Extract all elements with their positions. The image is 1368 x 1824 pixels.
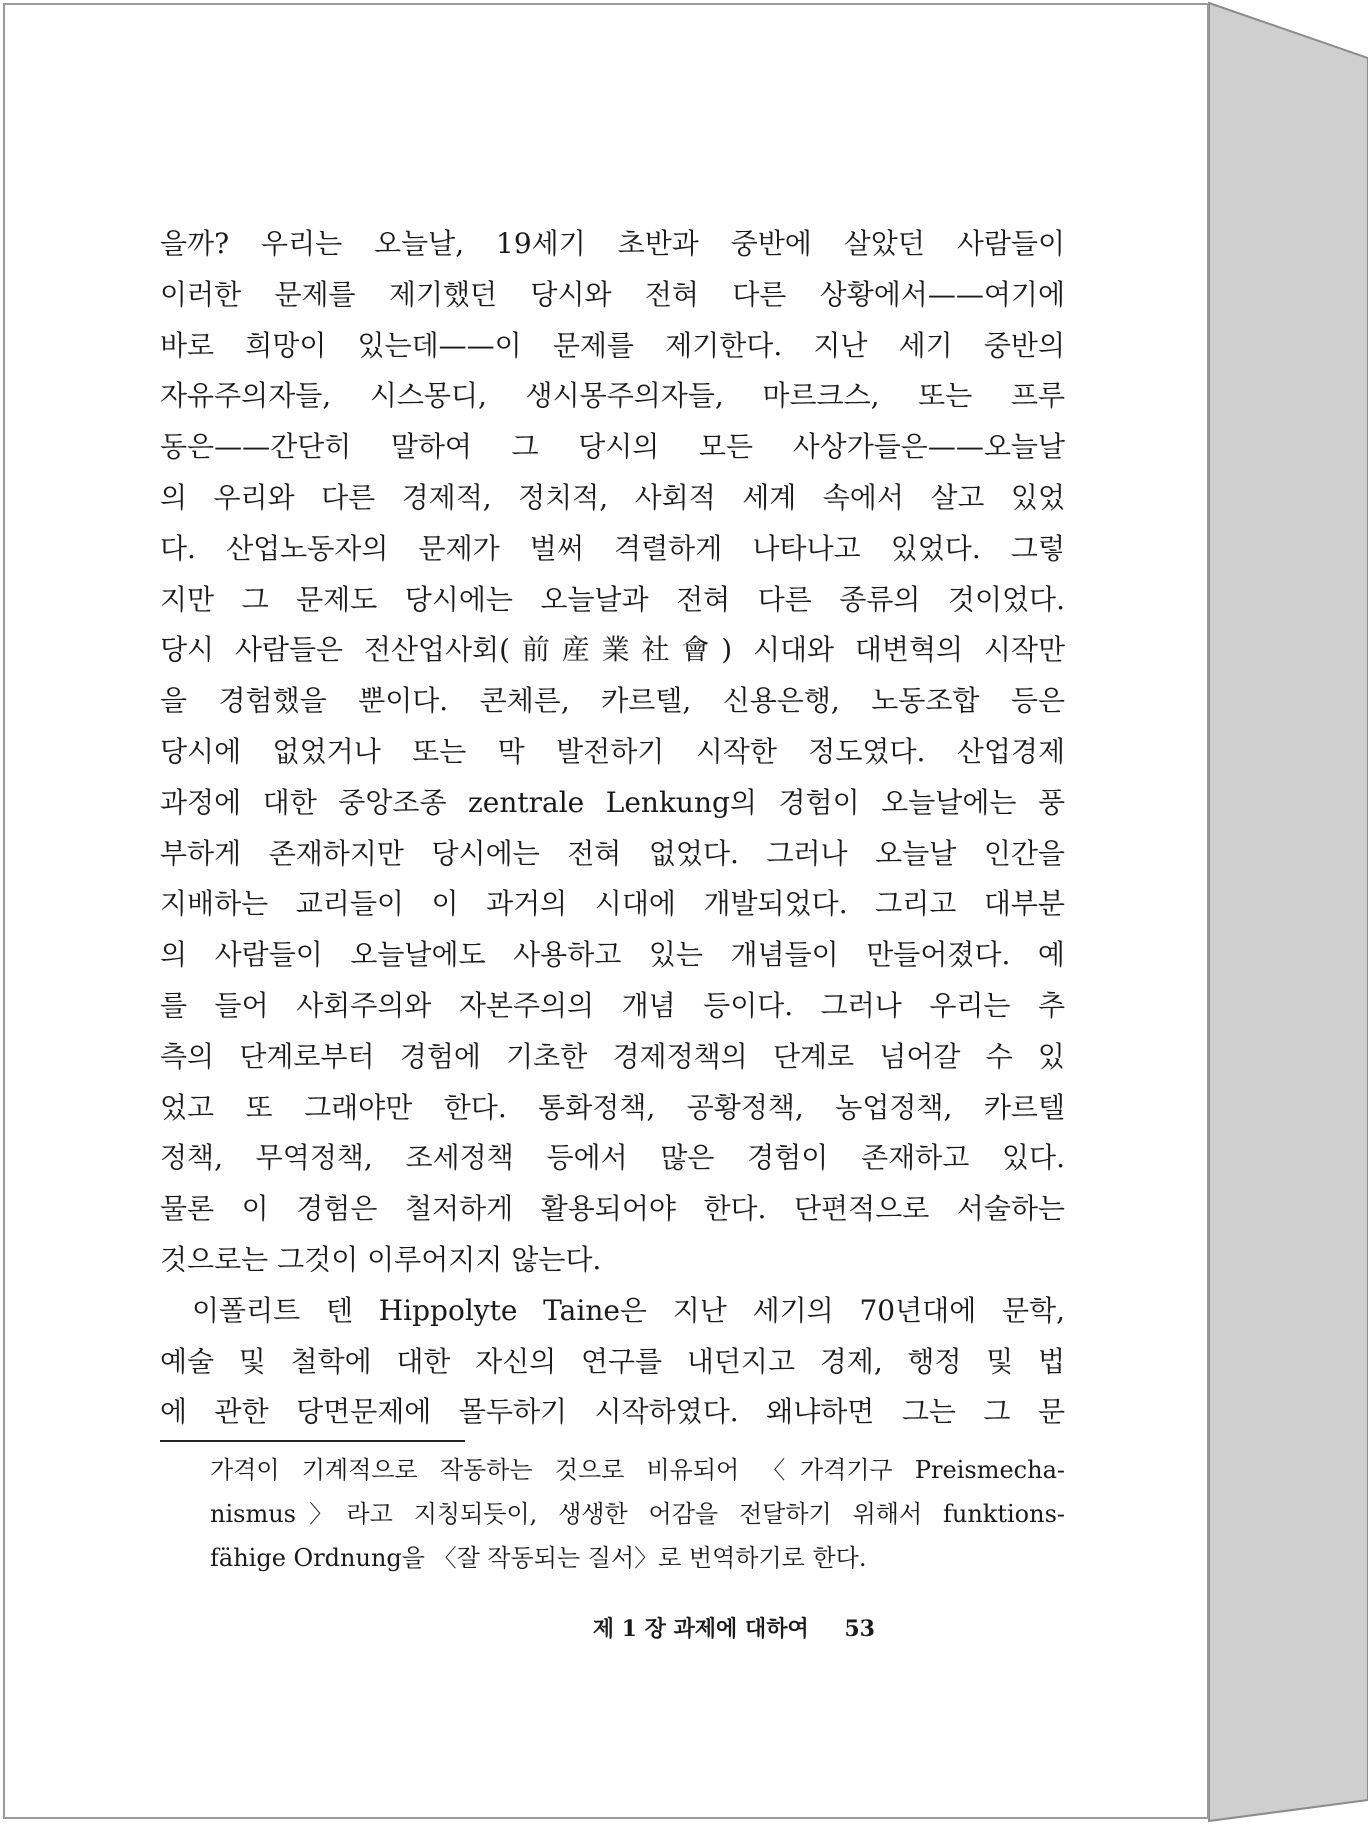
body-line: 의 우리와 다른 경제적, 정치적, 사회적 세계 속에서 살고 있었: [160, 480, 1065, 514]
body-text: [160, 219, 1065, 1438]
paragraph-end-line: 것으로는 그것이 이루어지지 않는다.: [160, 1242, 602, 1276]
running-footer: [593, 1612, 875, 1643]
body-line: 당시 사람들은 전산업사회(前産業社會) 시대와 대변혁의 시작만: [160, 633, 1065, 667]
body-line: 물론 이 경험은 철저하게 활용되어야 한다. 단편적으로 서술하는: [160, 1192, 1065, 1226]
body-line: 바로 희망이 있는데——이 문제를 제기한다. 지난 세기 중반의: [160, 328, 1065, 362]
body-line: 동은——간단히 말하여 그 당시의 모든 사상가들은——오늘날: [160, 430, 1065, 464]
chapter-title: 제 1 장 과제에 대하여: [592, 1616, 809, 1642]
body-line: 이러한 문제를 제기했던 당시와 전혀 다른 상황에서——여기에: [160, 277, 1065, 311]
page-number: 53: [844, 1616, 875, 1642]
paragraph-start-line: 이폴리트 텐 Hippolyte Taine은 지난 세기의 70년대에 문학,: [192, 1293, 1065, 1327]
body-line: 예술 및 철학에 대한 자신의 연구를 내던지고 경제, 행정 및 법: [160, 1344, 1065, 1378]
footnote-line: fähige Ordnung을 〈잘 작동되는 질서〉로 번역하기로 한다.: [210, 1544, 867, 1572]
body-line: 를 들어 사회주의와 자본주의의 개념 등이다. 그러나 우리는 추: [160, 988, 1065, 1022]
body-line: 당시에 없었거나 또는 막 발전하기 시작한 정도였다. 산업경제: [160, 734, 1065, 768]
footnote: [210, 1448, 1065, 1580]
footnote-line: 가격이 기계적으로 작동하는 것으로 비유되어 〈가격기구 Preismecha-: [210, 1456, 1065, 1484]
body-line: 에 관한 당면문제에 몰두하기 시작하였다. 왜냐하면 그는 그 문: [160, 1395, 1065, 1429]
book-page: [3, 3, 1209, 1819]
body-line: 측의 단계로부터 경험에 기초한 경제정책의 단계로 넘어갈 수 있: [160, 1039, 1065, 1073]
body-line: 과정에 대한 중앙조종 zentrale Lenkung의 경험이 오늘날에는 풍: [160, 785, 1065, 819]
footnote-divider: [160, 1440, 465, 1442]
body-line: 자유주의자들, 시스몽디, 생시몽주의자들, 마르크스, 또는 프루: [160, 379, 1065, 413]
body-line: 었고 또 그래야만 한다. 통화정책, 공황정책, 농업정책, 카르텔: [160, 1090, 1065, 1124]
body-line: 을까? 우리는 오늘날, 19세기 초반과 중반에 살았던 사람들이: [160, 227, 1065, 260]
body-line: 지만 그 문제도 당시에는 오늘날과 전혀 다른 종류의 것이었다.: [160, 582, 1065, 616]
body-line: 의 사람들이 오늘날에도 사용하고 있는 개념들이 만들어졌다. 예: [160, 938, 1065, 972]
body-line: 다. 산업노동자의 문제가 벌써 격렬하게 나타나고 있었다. 그렇: [160, 531, 1065, 565]
body-line: 정책, 무역정책, 조세정책 등에서 많은 경험이 존재하고 있다.: [160, 1141, 1065, 1175]
body-line: 지배하는 교리들이 이 과거의 시대에 개발되었다. 그리고 대부분: [160, 887, 1065, 921]
body-line: 부하게 존재하지만 당시에는 전혀 없었다. 그러나 오늘날 인간을: [160, 836, 1065, 870]
footnote-line: nismus〉라고 지칭되듯이, 생생한 어감을 전달하기 위해서 funktions-: [210, 1500, 1065, 1528]
body-line: 을 경험했을 뿐이다. 콘체른, 카르텔, 신용은행, 노동조합 등은: [160, 684, 1065, 718]
